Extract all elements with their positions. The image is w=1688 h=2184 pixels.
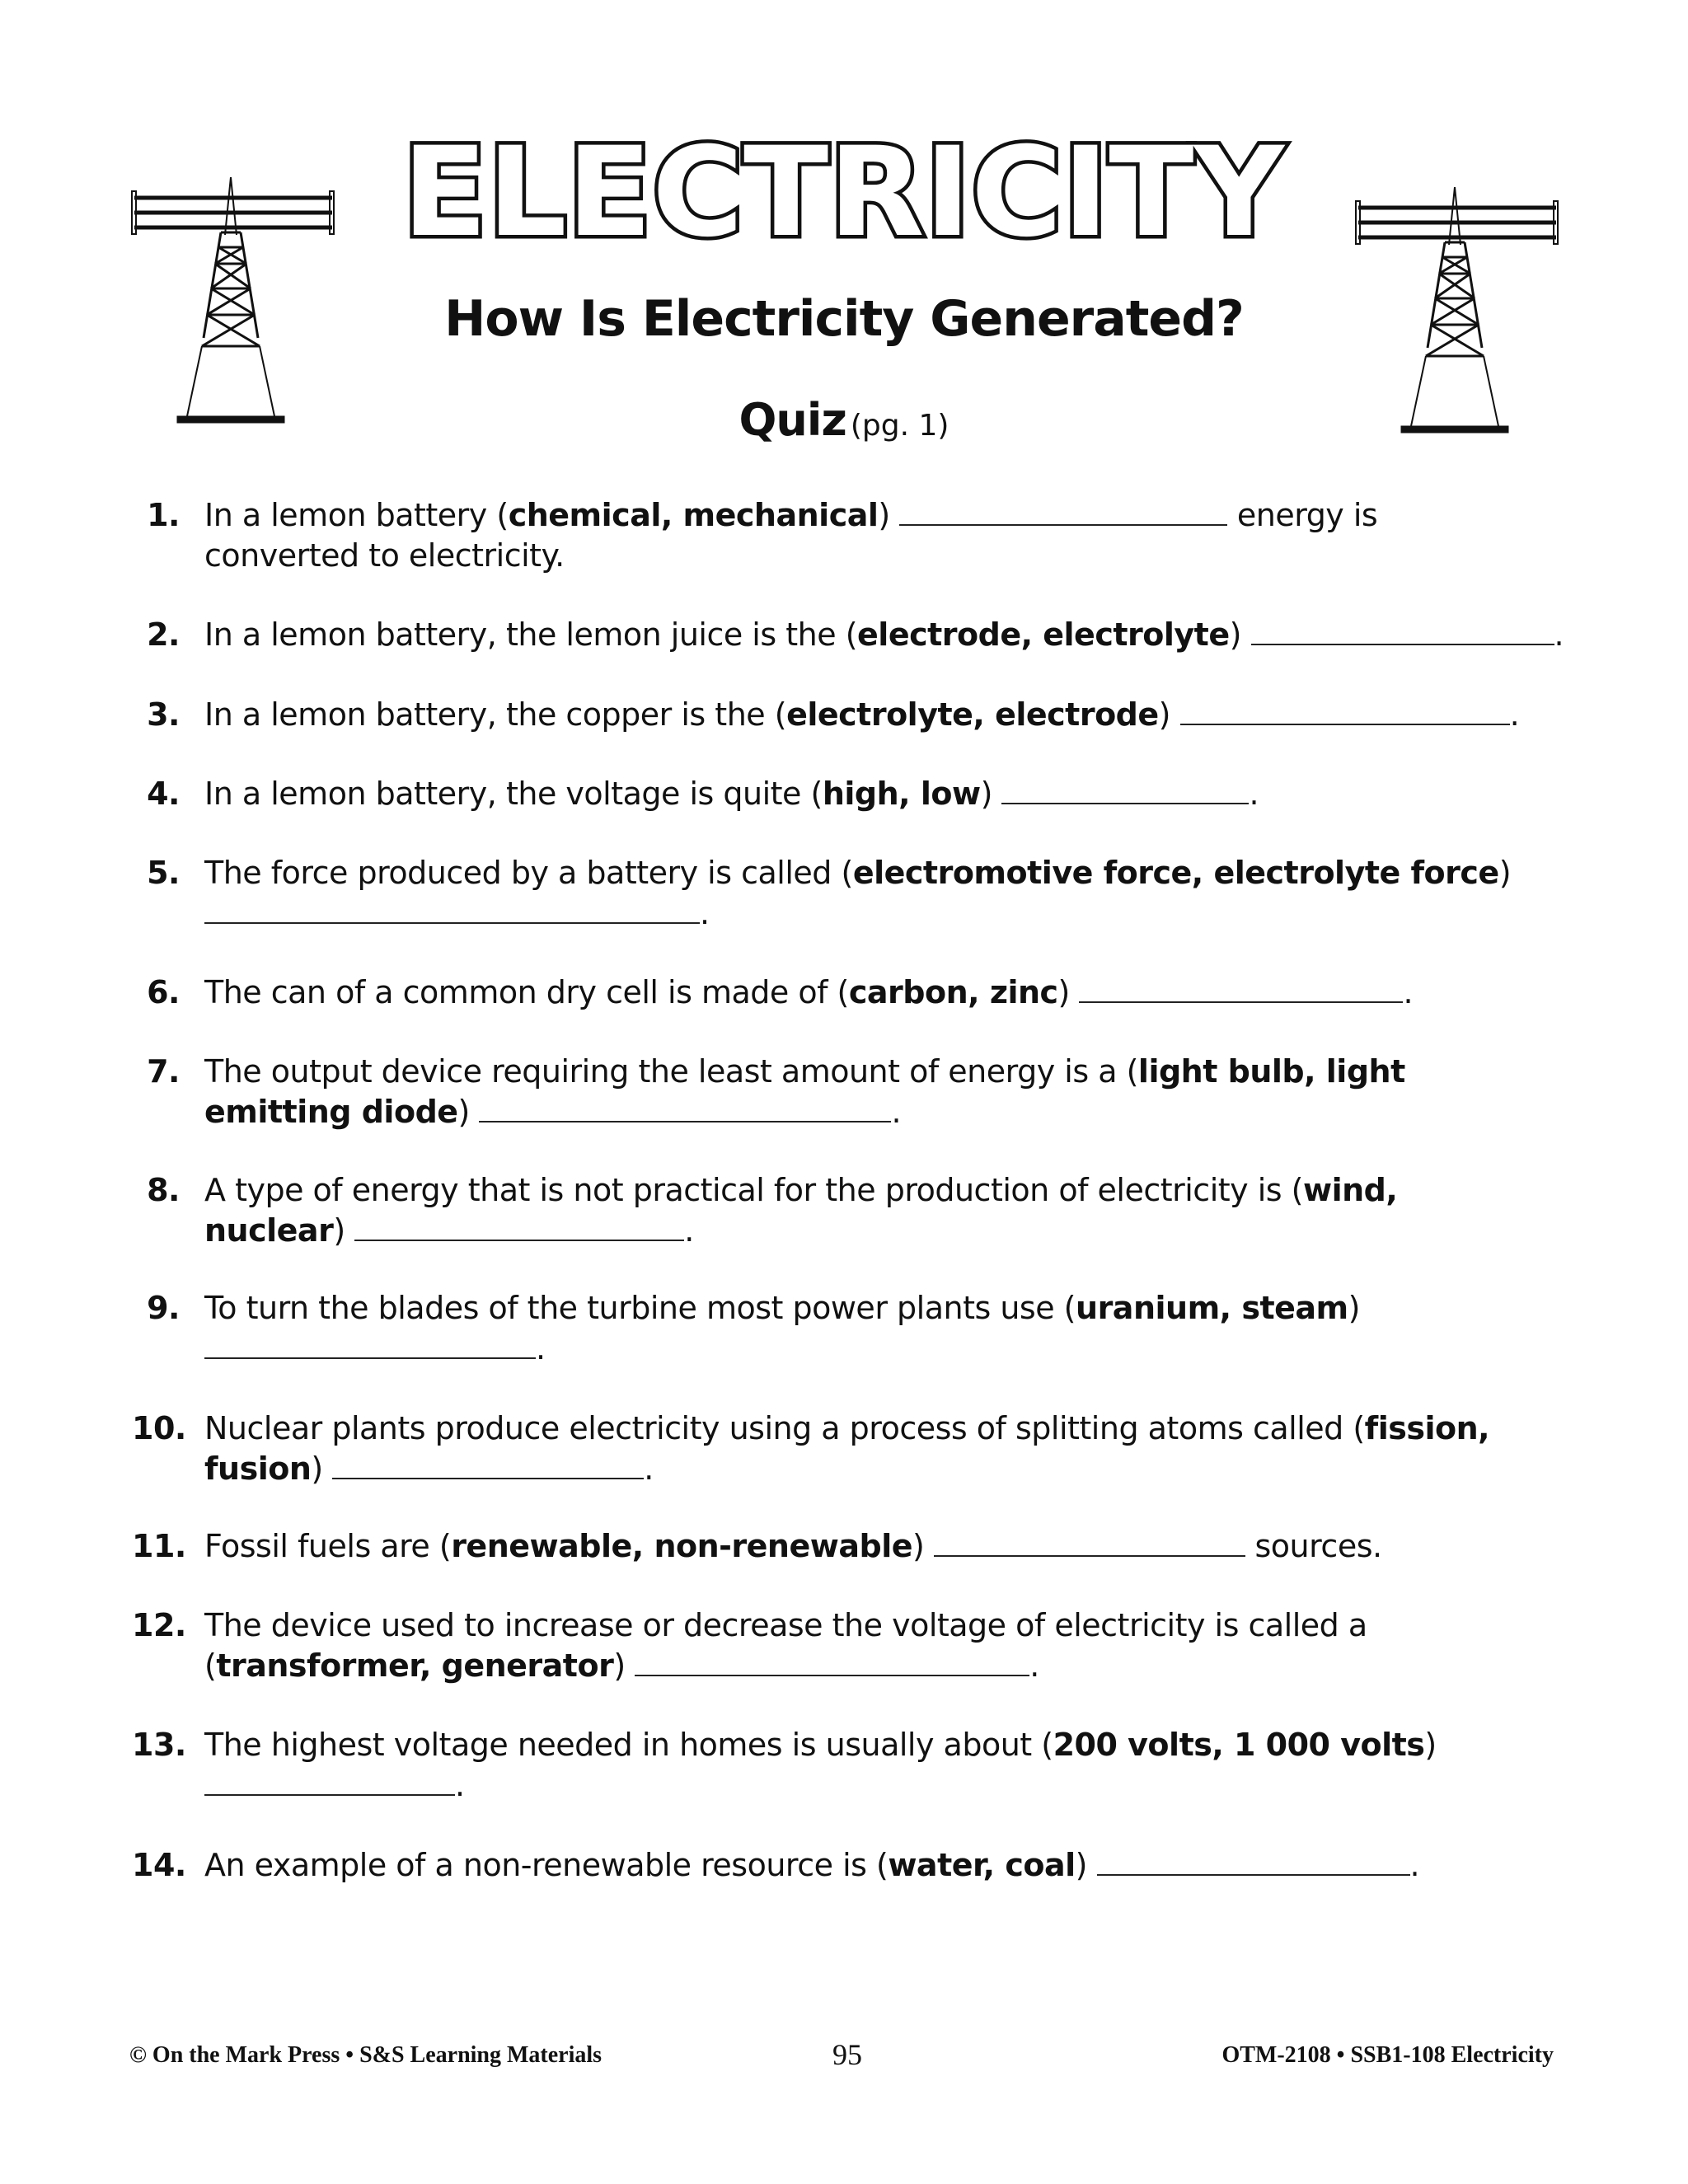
- answer-blank[interactable]: [934, 1527, 1245, 1557]
- question-segment: sources.: [1245, 1528, 1382, 1564]
- title-text: ELECTRICITY: [402, 132, 1287, 247]
- page-subtitle: How Is Electricity Generated?: [444, 290, 1244, 348]
- question-number: 10.: [132, 1410, 186, 1446]
- question-segment: energy is: [1227, 497, 1378, 533]
- question-segment: .: [1409, 1847, 1420, 1883]
- question-segment: ): [1498, 855, 1512, 891]
- question-number: 7.: [147, 1053, 180, 1090]
- question-number: 12.: [132, 1607, 186, 1643]
- answer-choices: fusion: [204, 1451, 312, 1487]
- answer-choices: water, coal: [888, 1847, 1076, 1883]
- question-segment: .: [455, 1767, 465, 1803]
- answer-choices: light bulb, light: [1137, 1053, 1405, 1090]
- answer-blank[interactable]: [354, 1212, 684, 1241]
- question-number: 5.: [147, 855, 180, 891]
- question-segment: ): [1158, 696, 1180, 733]
- answer-blank[interactable]: [1097, 1846, 1410, 1876]
- question-segment: The force produced by a battery is called (: [204, 855, 853, 891]
- question-segment: .: [1403, 974, 1414, 1010]
- question-segment: A type of energy that is not practical for the production of electricity is (: [204, 1172, 1303, 1208]
- question-text: [204, 1408, 1589, 1489]
- question-segment: .: [684, 1212, 694, 1249]
- question-segment: The device used to increase or decrease the voltage of electricity is called a: [204, 1607, 1367, 1643]
- question-number: 11.: [132, 1528, 186, 1564]
- question-text: [204, 1052, 1589, 1132]
- question-text: [204, 695, 1589, 735]
- question-text: [204, 774, 1589, 814]
- question-segment: ): [1424, 1727, 1437, 1763]
- question-number: 3.: [147, 696, 180, 733]
- answer-blank[interactable]: [1079, 973, 1403, 1003]
- question-number: 14.: [132, 1847, 186, 1883]
- question-segment: ): [613, 1647, 635, 1684]
- question-text: [204, 495, 1589, 576]
- answer-choices: uranium, steam: [1076, 1290, 1348, 1326]
- quiz-heading: [0, 394, 1688, 446]
- question-segment: .: [1249, 776, 1259, 812]
- question-segment: ): [912, 1528, 934, 1564]
- question-segment: To turn the blades of the turbine most power plants use (: [204, 1290, 1076, 1326]
- question-segment: The highest voltage needed in homes is usually about (: [204, 1727, 1053, 1763]
- footer-product-code: OTM-2108 • SSB1-108 Electricity: [1221, 2042, 1554, 2068]
- question-segment: .: [536, 1330, 546, 1366]
- answer-blank[interactable]: [1251, 616, 1554, 645]
- answer-choices: high, low: [822, 776, 981, 812]
- question-text: [204, 615, 1589, 655]
- answer-choices: electromotive force, electrolyte force: [852, 855, 1499, 891]
- question-number: 2.: [147, 616, 180, 653]
- question-segment: Nuclear plants produce electricity using a process of splitting atoms called (: [204, 1410, 1365, 1446]
- question-segment: ): [1075, 1847, 1097, 1883]
- answer-blank[interactable]: [204, 894, 700, 924]
- answer-blank[interactable]: [899, 496, 1227, 526]
- answer-blank[interactable]: [635, 1647, 1029, 1676]
- question-segment: .: [1554, 616, 1564, 653]
- question-number: 8.: [147, 1172, 180, 1208]
- question-segment: ): [1229, 616, 1251, 653]
- question-segment: An example of a non-renewable resource is (: [204, 1847, 889, 1883]
- quiz-label: Quiz: [738, 394, 846, 446]
- answer-blank[interactable]: [1001, 775, 1249, 804]
- answer-choices: electrolyte, electrode: [786, 696, 1159, 733]
- answer-blank[interactable]: [204, 1329, 536, 1359]
- question-text: [204, 1170, 1589, 1251]
- page-title: [396, 132, 1294, 247]
- question-segment: ): [311, 1451, 333, 1487]
- question-segment: The output device requiring the least amount of energy is a (: [204, 1053, 1138, 1090]
- answer-choices: carbon, zinc: [848, 974, 1058, 1010]
- answer-blank[interactable]: [204, 1766, 455, 1796]
- question-segment: ): [1348, 1290, 1360, 1326]
- answer-choices: wind,: [1303, 1172, 1398, 1208]
- question-text: [204, 1526, 1589, 1567]
- question-segment: .: [1029, 1647, 1039, 1684]
- question-segment: ): [878, 497, 900, 533]
- question-segment: Fossil fuels are (: [204, 1528, 452, 1564]
- answer-choices: emitting diode: [204, 1094, 458, 1130]
- answer-choices: fission,: [1364, 1410, 1490, 1446]
- question-text: [204, 972, 1589, 1013]
- question-segment: .: [1509, 696, 1520, 733]
- question-segment: ): [457, 1094, 480, 1130]
- question-segment: In a lemon battery (: [204, 497, 509, 533]
- question-text: [204, 1725, 1589, 1806]
- question-segment: ): [1057, 974, 1080, 1010]
- answer-choices: electrode, electrolyte: [857, 616, 1230, 653]
- answer-choices: nuclear: [204, 1212, 334, 1249]
- question-segment: .: [700, 895, 710, 931]
- question-text: [204, 853, 1589, 934]
- answer-choices: 200 volts, 1 000 volts: [1053, 1727, 1425, 1763]
- question-text: [204, 1845, 1589, 1886]
- question-segment: .: [891, 1094, 902, 1130]
- page-number: 95: [832, 2038, 862, 2071]
- question-text: [204, 1605, 1589, 1686]
- question-text: [204, 1288, 1589, 1369]
- question-segment: .: [644, 1451, 654, 1487]
- question-segment: (: [204, 1647, 217, 1684]
- question-number: 4.: [147, 776, 180, 812]
- answer-blank[interactable]: [332, 1450, 644, 1479]
- footer-publisher: © On the Mark Press • S&S Learning Materials: [129, 2042, 603, 2068]
- question-number: 13.: [132, 1727, 186, 1763]
- quiz-page: (pg. 1): [850, 409, 950, 443]
- question-segment: ): [333, 1212, 355, 1249]
- answer-choices: renewable, non-renewable: [451, 1528, 913, 1564]
- answer-choices: transformer, generator: [216, 1647, 614, 1684]
- question-segment: ): [980, 776, 1002, 812]
- question-number: 1.: [147, 497, 180, 533]
- answer-blank[interactable]: [479, 1093, 891, 1122]
- question-segment: converted to electricity.: [204, 537, 565, 574]
- question-segment: In a lemon battery, the copper is the (: [204, 696, 787, 733]
- answer-blank[interactable]: [1180, 696, 1510, 725]
- question-number: 6.: [147, 974, 180, 1010]
- question-segment: In a lemon battery, the lemon juice is the (: [204, 616, 858, 653]
- question-number: 9.: [147, 1290, 180, 1326]
- answer-choices: chemical, mechanical: [508, 497, 879, 533]
- question-segment: The can of a common dry cell is made of (: [204, 974, 849, 1010]
- question-segment: In a lemon battery, the voltage is quite (: [204, 776, 823, 812]
